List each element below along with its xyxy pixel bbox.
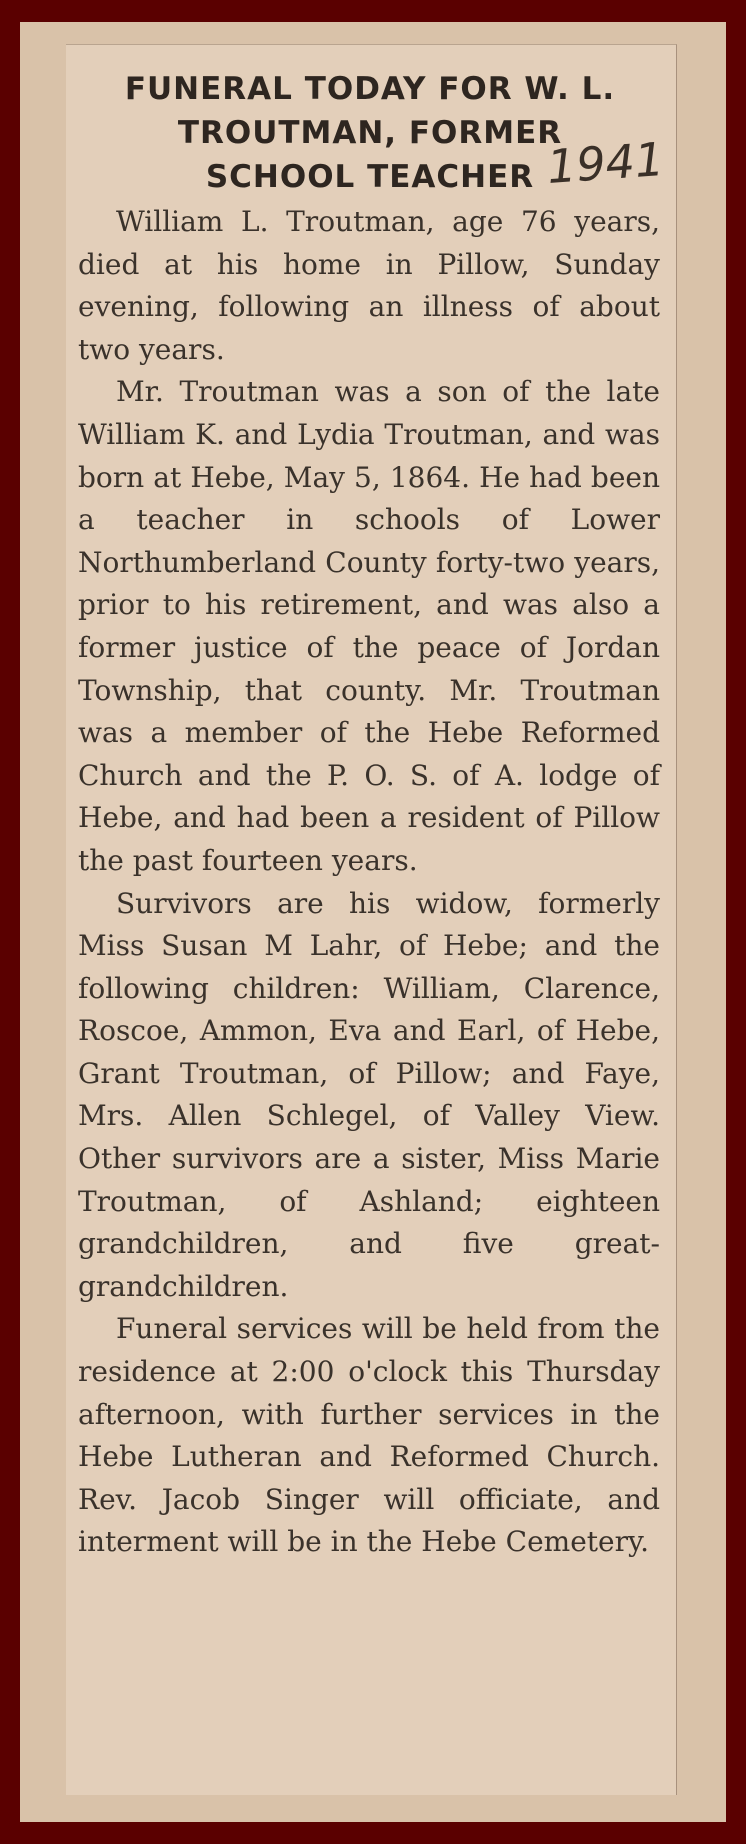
headline <box>78 67 666 199</box>
paragraph-2: Mr. Troutman was a son of the late William K. and Lydia Troutman, and was born at Hebe, May 5, 1864. He had been a teacher in schools of Lower Northumberland County forty-two years, prior to his retirement, and was also a former justice of the peace of Jordan Township, that county. Mr. Troutman was a member of the Hebe Reformed Church and the P. O. S. of A. lodge of Hebe, and had been a resident of Pillow the past fourteen years. <box>78 375 660 877</box>
newspaper-clipping <box>66 44 677 1795</box>
paragraph-3: Survivors are his widow, formerly Miss Susan M Lahr, of Hebe; and the following children: William, Clarence, Roscoe, Ammon, Eva and Earl, of Hebe, Grant Troutman, of Pillow; and Faye, Mrs. Allen Schlegel, of Valley View. Other survivors are a sister, Miss Marie Troutman, of Ashland; eighteen grandchildren, and five great-grandchildren. <box>78 886 660 1303</box>
headline-line-1: FUNERAL TODAY FOR W. L. <box>124 71 616 107</box>
photo-mat <box>20 22 726 1822</box>
headline-line-2: TROUTMAN, FORMER <box>177 115 563 151</box>
article-body <box>78 201 660 1564</box>
paragraph-1: William L. Troutman, age 76 years, died at his home in Pillow, Sunday evening, following an illness of about two years. <box>78 205 660 366</box>
headline-line-3: SCHOOL TEACHER <box>205 159 535 195</box>
paragraph-4: Funeral services will be held from the residence at 2:00 o'clock this Thursday afternoon, with further services in the Hebe Lutheran and Reformed Church. Rev. Jacob Singer will officiate, and interment will be in the Hebe Cemetery. <box>78 1312 660 1559</box>
handwritten-year: 1941 <box>545 131 666 195</box>
